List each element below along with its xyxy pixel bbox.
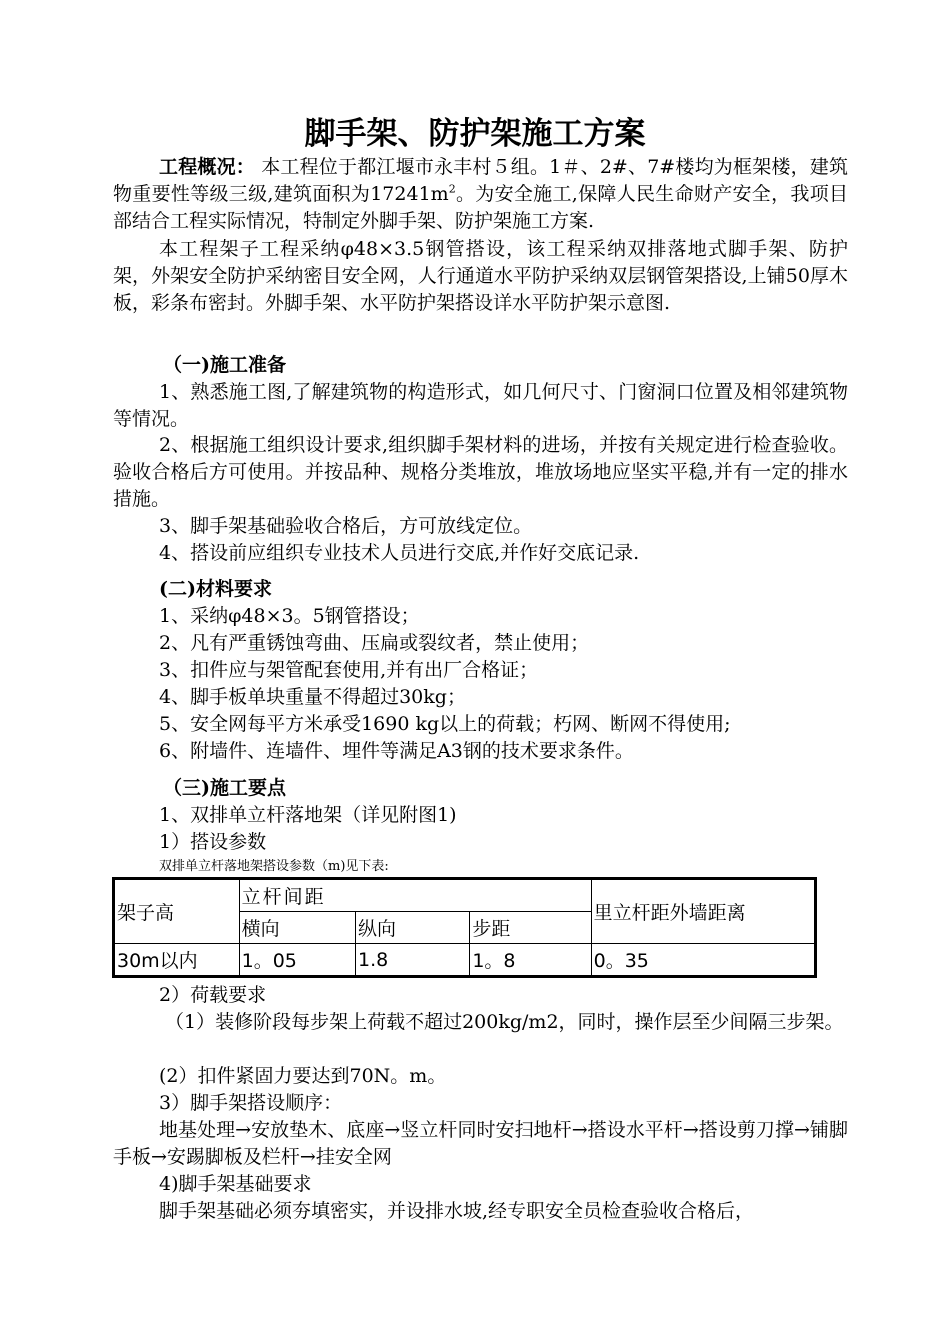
sequence-text: 地基处理→安放垫木、底座→竖立杆同时安扫地杆→搭设水平杆→搭设剪刀撑→铺脚手板→安踢脚板及栏杆→挂安全网 bbox=[113, 1119, 848, 1168]
section1-item-2: 2、根据施工组织设计要求,组织脚手架材料的进场，并按有关规定进行检查验收。验收合格后方可使用。并按品种、规格分类堆放，堆放场地应坚实平稳,并有一定的排水措施。 bbox=[113, 434, 848, 510]
foundation-text: 脚手架基础必须夯填密实，并设排水坡,经专职安全员检查验收合格后， bbox=[159, 1200, 755, 1222]
header-longitudinal: 纵向 bbox=[356, 912, 470, 944]
section2-item-5: 5、安全网每平方米承受1690 kg以上的荷载；朽网、断网不得使用; bbox=[159, 713, 731, 735]
cell-wall-distance: 0。35 bbox=[591, 944, 815, 977]
scaffold-parameter-table bbox=[112, 877, 817, 978]
overview-paragraph bbox=[113, 154, 848, 235]
section2-item-4: 4、脚手板单块重量不得超过30kg； bbox=[159, 686, 466, 708]
header-step: 步距 bbox=[470, 912, 591, 944]
load-title: 2）荷载要求 bbox=[159, 984, 267, 1006]
foundation-title: 4)脚手架基础要求 bbox=[159, 1173, 312, 1195]
cell-longitudinal: 1.8 bbox=[356, 944, 470, 977]
header-wall-distance: 里立杆距外墙距离 bbox=[591, 879, 815, 944]
section2-item-1: 1、采纳φ48×3。5钢管搭设； bbox=[159, 605, 420, 627]
load-item-1: （1）装修阶段每步架上荷载不超过200kg/m2，同时，操作层至少间隔三步架。 bbox=[165, 1011, 844, 1033]
table-caption: 双排单立杆落地架搭设参数（m)见下表: bbox=[159, 859, 389, 874]
table-header-row bbox=[114, 879, 816, 912]
section2-item-3: 3、扣件应与架管配套使用,并有出厂合格证； bbox=[159, 659, 539, 681]
cell-step: 1。8 bbox=[470, 944, 591, 977]
load-item-2: (2）扣件紧固力要达到70N。m。 bbox=[159, 1065, 447, 1087]
cell-transverse: 1。05 bbox=[239, 944, 355, 977]
section3-sub1: 1、双排单立杆落地架（详见附图1) bbox=[159, 804, 457, 826]
overview-superscript: 2 bbox=[448, 182, 456, 196]
header-transverse: 横向 bbox=[239, 912, 355, 944]
section1-item-3: 3、脚手架基础验收合格后，方可放线定位。 bbox=[159, 515, 533, 537]
overview-text: 本工程位于都江堰市永丰村５组。1＃、2#、7#楼均为框架楼，建筑物重要性等级三级,建筑面积为17241m bbox=[113, 156, 848, 205]
overview-label: 工程概况： bbox=[159, 156, 255, 178]
document-title: 脚手架、防护架施工方案 bbox=[304, 116, 646, 152]
sequence-title: 3）脚手架搭设顺序： bbox=[159, 1092, 343, 1114]
header-pole-spacing: 立杆间距 bbox=[239, 879, 591, 912]
overview-text-cont: 。为安全施工,保障人民生命财产安全，我项目部结合工程实际情况，特制定外脚手架、防护架施工方案. bbox=[113, 183, 849, 232]
section2-heading: (二)材料要求 bbox=[159, 578, 272, 600]
table-row bbox=[114, 944, 816, 977]
section1-heading: （一)施工准备 bbox=[163, 354, 286, 376]
cell-height: 30m以内 bbox=[114, 944, 240, 977]
intro-paragraph: 本工程架子工程采纳φ48×3.5钢管搭设，该工程采纳双排落地式脚手架、防护架，外架安全防护采纳密目安全网，人行通道水平防护采纳双层钢管架搭设,上铺50厚木板，彩条布密封。外脚手架、水平防护架搭设详水平防护架示意图. bbox=[113, 238, 848, 314]
section1-item-4: 4、搭设前应组织专业技术人员进行交底,并作好交底记录. bbox=[159, 542, 640, 564]
section3-sub1a: 1）搭设参数 bbox=[159, 831, 267, 853]
section1-item-1: 1、熟悉施工图,了解建筑物的构造形式，如几何尺寸、门窗洞口位置及相邻建筑物等情况。 bbox=[113, 381, 848, 430]
section3-heading: （三)施工要点 bbox=[163, 777, 286, 799]
section2-item-6: 6、附墙件、连墙件、埋件等满足A3钢的技术要求条件。 bbox=[159, 740, 634, 762]
section2-item-2: 2、凡有严重锈蚀弯曲、压扁或裂纹者，禁止使用； bbox=[159, 632, 590, 654]
header-height: 架子高 bbox=[114, 879, 240, 944]
